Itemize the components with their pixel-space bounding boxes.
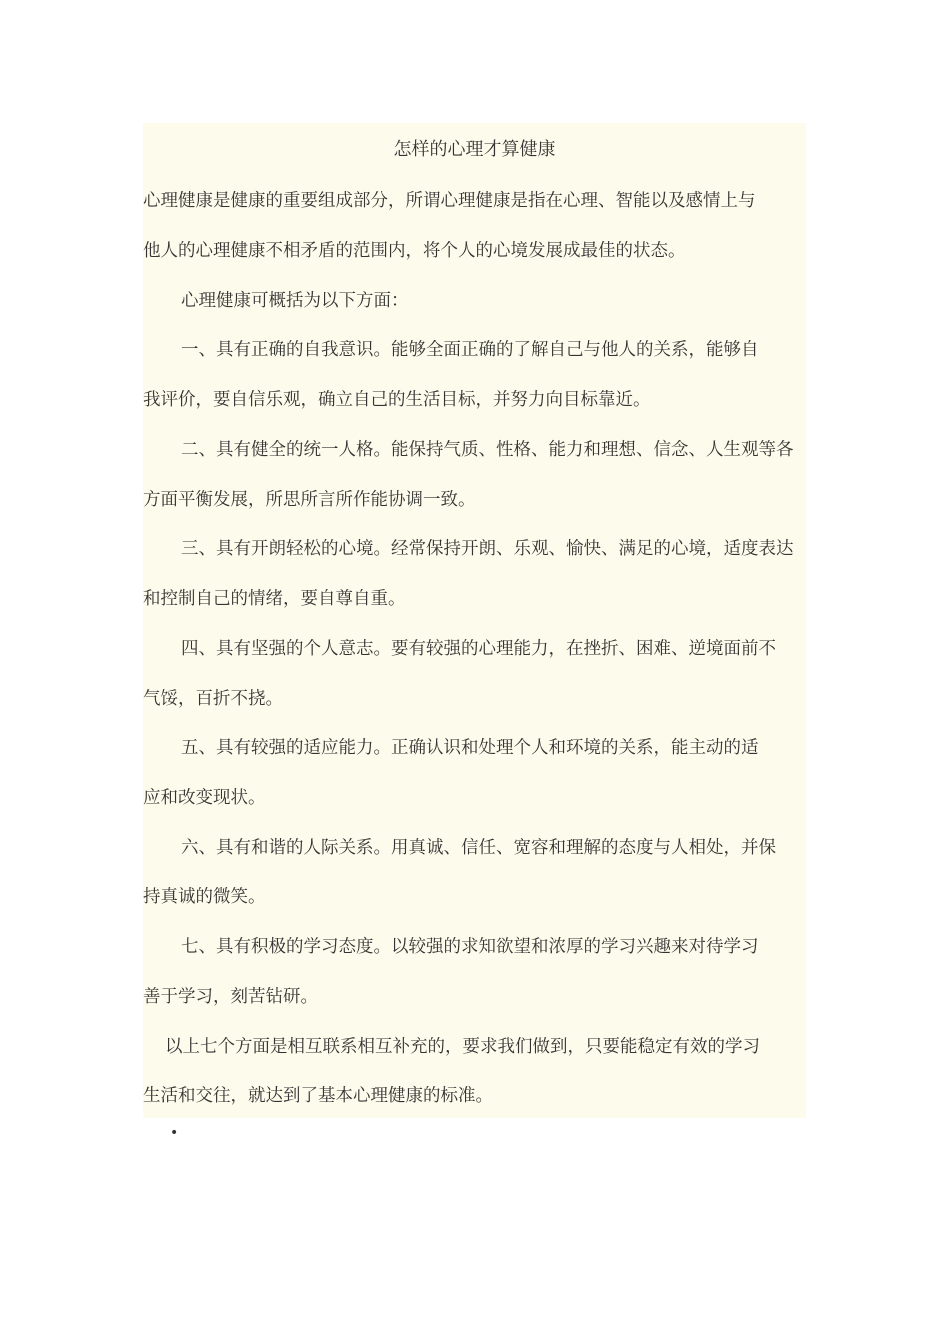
paragraph-line: 以上七个方面是相互联系相互补充的，要求我们做到，只要能稳定有效的学习: [165, 1037, 760, 1057]
paragraph-line: 持真诚的微笑。: [143, 887, 266, 907]
paragraph-line: 三、具有开朗轻松的心境。经常保持开朗、乐观、愉快、满足的心境，适度表达: [181, 539, 794, 559]
paragraph-line: 和控制自己的情绪，要自尊自重。: [143, 589, 406, 609]
paragraph-line: 心理健康是健康的重要组成部分，所谓心理健康是指在心理、智能以及感情上与: [143, 191, 756, 211]
paragraph-line: 四、具有坚强的个人意志。要有较强的心理能力，在挫折、困难、逆境面前不: [181, 639, 776, 659]
document-content: [143, 123, 806, 1118]
paragraph-line: 善于学习，刻苦钻研。: [143, 987, 318, 1007]
paragraph-line: 心理健康可概括为以下方面：: [181, 291, 409, 311]
paragraph-line: 方面平衡发展，所思所言所作能协调一致。: [143, 490, 476, 510]
document-title: 怎样的心理才算健康: [393, 139, 556, 160]
paragraph-line: 一、具有正确的自我意识。能够全面正确的了解自己与他人的关系，能够自: [181, 340, 759, 360]
paragraph-line: 应和改变现状。: [143, 788, 266, 808]
paragraph-line: 生活和交往，就达到了基本心理健康的标准。: [143, 1086, 493, 1106]
bullet-marker: •: [170, 1125, 179, 1141]
paragraph-line: 七、具有积极的学习态度。以较强的求知欲望和浓厚的学习兴趣来对待学习: [181, 937, 759, 957]
paragraph-line: 他人的心理健康不相矛盾的范围内，将个人的心境发展成最佳的状态。: [143, 241, 686, 261]
paragraph-line: 五、具有较强的适应能力。正确认识和处理个人和环境的关系，能主动的适: [181, 738, 759, 758]
paragraph-line: 六、具有和谐的人际关系。用真诚、信任、宽容和理解的态度与人相处，并保: [181, 838, 776, 858]
paragraph-line: 气馁，百折不挠。: [143, 689, 283, 709]
paragraph-line: 我评价，要自信乐观，确立自己的生活目标，并努力向目标靠近。: [143, 390, 651, 410]
paragraph-line: 二、具有健全的统一人格。能保持气质、性格、能力和理想、信念、人生观等各: [181, 440, 794, 460]
